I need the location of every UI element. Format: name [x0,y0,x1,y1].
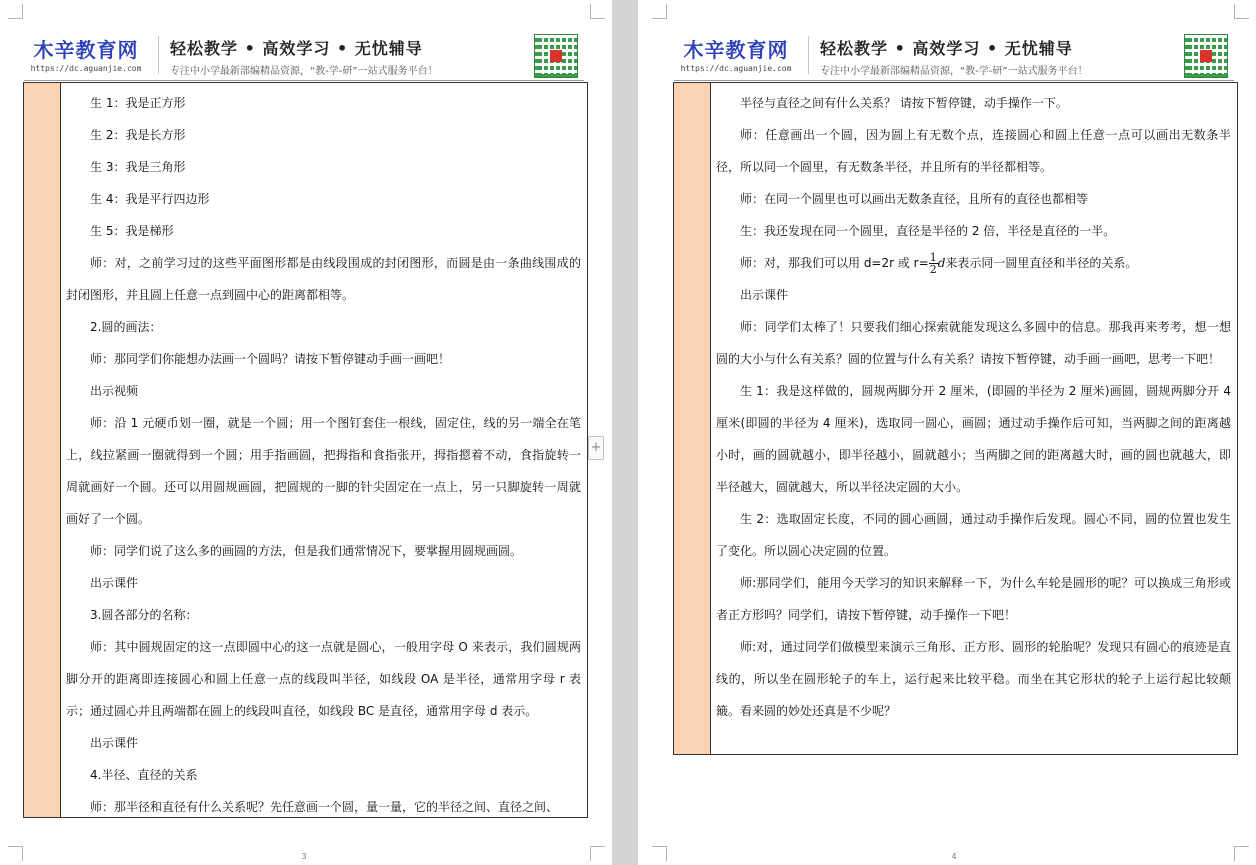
formula-paragraph [716,247,1231,279]
page-gutter [612,0,638,865]
header-rule [674,80,1234,81]
crop-mark [1234,4,1249,19]
paragraph: 半径与直径之间有什么关系？ 请按下暂停键，动手操作一下。 [740,96,1068,110]
document-page-3 [0,0,612,865]
paragraph: 2.圆的画法： [90,320,162,334]
page-number: 3 [301,852,307,861]
crop-mark [1234,846,1249,861]
table-side-column [24,83,61,817]
paragraph: 师：其中圆规固定的这一点即圆中心的这一点就是圆心，一般用字母 O 来表示，我们圆规两脚分开的距离即连接圆心和圆上任意一点的线段叫半径，如线段 OA 是半径，通常用字母 r 表示；通过圆心并且两端都在圆上的线段叫直径，如线段 BC 是直径，通常用字母 d 表示。 [66,640,581,718]
crop-mark [8,846,23,861]
page-number: 4 [951,852,957,861]
crop-mark [590,4,605,19]
site-logo: 木辛教育网 [683,38,789,62]
page-header [24,34,584,78]
paragraph: 师：对，之前学习过的这些平面图形都是由线段围成的封闭图形，而圆是由一条曲线围成的封闭图形，并且圆上任意一点到圆中心的距离都相等。 [66,256,581,302]
fraction-one-half [929,252,938,275]
paragraph: 师：那同学们你能想办法画一个圆吗？请按下暂停键动手画一画吧！ [90,352,451,366]
paragraph: 生 4：我是平行四边形 [90,192,210,206]
table-side-column [674,83,711,754]
add-comment-button[interactable]: + [588,436,604,460]
fraction-denominator: 2 [929,263,937,276]
paragraph: 师：在同一个圆里也可以画出无数条直径，且所有的直径也都相等 [740,192,1089,206]
paragraph: 出示视频 [90,384,139,398]
lesson-content[interactable] [716,87,1231,727]
header-rule [24,80,584,81]
paragraph: 生：我还发现在同一个圆里，直径是半径的 2 倍，半径是直径的一半。 [740,224,1116,238]
paragraph: 生 1：我是这样做的，圆规两脚分开 2 厘米，(即圆的半径为 2 厘米)画圆，圆规两脚分开 4 厘米(即圆的半径为 4 厘米)，选取同一圆心，画圆；通过动手操作后可知，当两脚之间的距离越小时，画的圆就越小，即半径越小，圆就越小；当两脚之间的距离越大时，画的圆也就越大，即半径越大，圆就越大，所以半径决定圆的大小。 [716,384,1231,494]
header-subslogan: 专注中小学最新部编精品资源，“教-学-研”一站式服务平台！ [170,66,438,77]
header-slogan: 轻松教学 • 高效学习 • 无忧辅导 [170,39,423,58]
lesson-content[interactable] [66,87,581,823]
paragraph: 师：任意画出一个圆，因为圆上有无数个点，连接圆心和圆上任意一点可以画出无数条半径，所以同一个圆里，有无数条半径，并且所有的半径都相等。 [716,128,1231,174]
site-url: https://dc.aguanjie.com [30,64,142,73]
paragraph: 师:对，通过同学们做模型来演示三角形、正方形、圆形的轮胎呢？发现只有圆心的痕迹是直线的，所以坐在圆形轮子的车上，运行起来比较平稳。而坐在其它形状的轮子上运行起比较颠簸。看来圆的妙处还真是不少呢？ [716,640,1231,718]
crop-mark [8,4,23,19]
paragraph: 生 5：我是梯形 [90,224,174,238]
paragraph: 师:那同学们，能用今天学习的知识来解释一下，为什么车轮是圆形的呢？可以换成三角形或者正方形吗？同学们，请按下暂停键，动手操作一下吧！ [716,576,1231,622]
page-header [674,34,1234,78]
paragraph: 师：同学们说了这么多的画圆的方法，但是我们通常情况下，要掌握用圆规画圆。 [90,544,523,558]
crop-mark [652,846,667,861]
paragraph: 出示课件 [90,736,139,750]
paragraph: 3.圆各部分的名称： [90,608,198,622]
header-divider [808,36,809,74]
site-url: https://dc.aguanjie.com [680,64,792,73]
fraction-numerator: 1 [929,251,937,264]
qr-code-icon [1184,34,1228,78]
header-subslogan: 专注中小学最新部编精品资源，“教-学-研”一站式服务平台！ [820,66,1088,77]
paragraph: 师：那半径和直径有什么关系呢？先任意画一个圆，量一量，它的半径之间、直径之间、 [90,800,559,814]
crop-mark [590,846,605,861]
header-divider [158,36,159,74]
formula-prefix: 师：对，那我们可以用 d=2r 或 r= [740,256,929,270]
site-logo: 木辛教育网 [33,38,139,62]
formula-suffix: 来表示同一圆里直径和半径的关系。 [945,256,1138,270]
crop-mark [652,4,667,19]
qr-code-icon [534,34,578,78]
paragraph: 师：同学们太棒了！只要我们细心探索就能发现这么多圆中的信息。那我再来考考，想一想圆的大小与什么有关系？圆的位置与什么有关系？请按下暂停键，动手画一画吧，思考一下吧！ [716,320,1231,366]
paragraph: 出示课件 [90,576,139,590]
formula-variable: d [937,256,946,270]
lesson-table [673,82,1238,755]
lesson-table [23,82,588,818]
paragraph: 生 1：我是正方形 [90,96,186,110]
paragraph: 4.半径、直径的关系 [90,768,198,782]
paragraph: 出示课件 [740,288,789,302]
document-page-4 [638,0,1256,865]
paragraph: 生 2：选取固定长度，不同的圆心画圆，通过动手操作后发现。圆心不同，圆的位置也发生了变化。所以圆心决定圆的位置。 [716,512,1231,558]
paragraph: 生 2：我是长方形 [90,128,186,142]
paragraph: 生 3：我是三角形 [90,160,186,174]
header-slogan: 轻松教学 • 高效学习 • 无忧辅导 [820,39,1073,58]
paragraph: 师：沿 1 元硬币划一圈，就是一个圆；用一个图钉套住一根线，固定住，线的另一端全在笔上，线拉紧画一圈就得到一个圆；用手指画圆，把拇指和食指张开，拇指摁着不动，食指旋转一周就画好一个圆。还可以用圆规画圆，把圆规的一脚的针尖固定在一点上，另一只脚旋转一周就画好了一个圆。 [66,416,581,526]
